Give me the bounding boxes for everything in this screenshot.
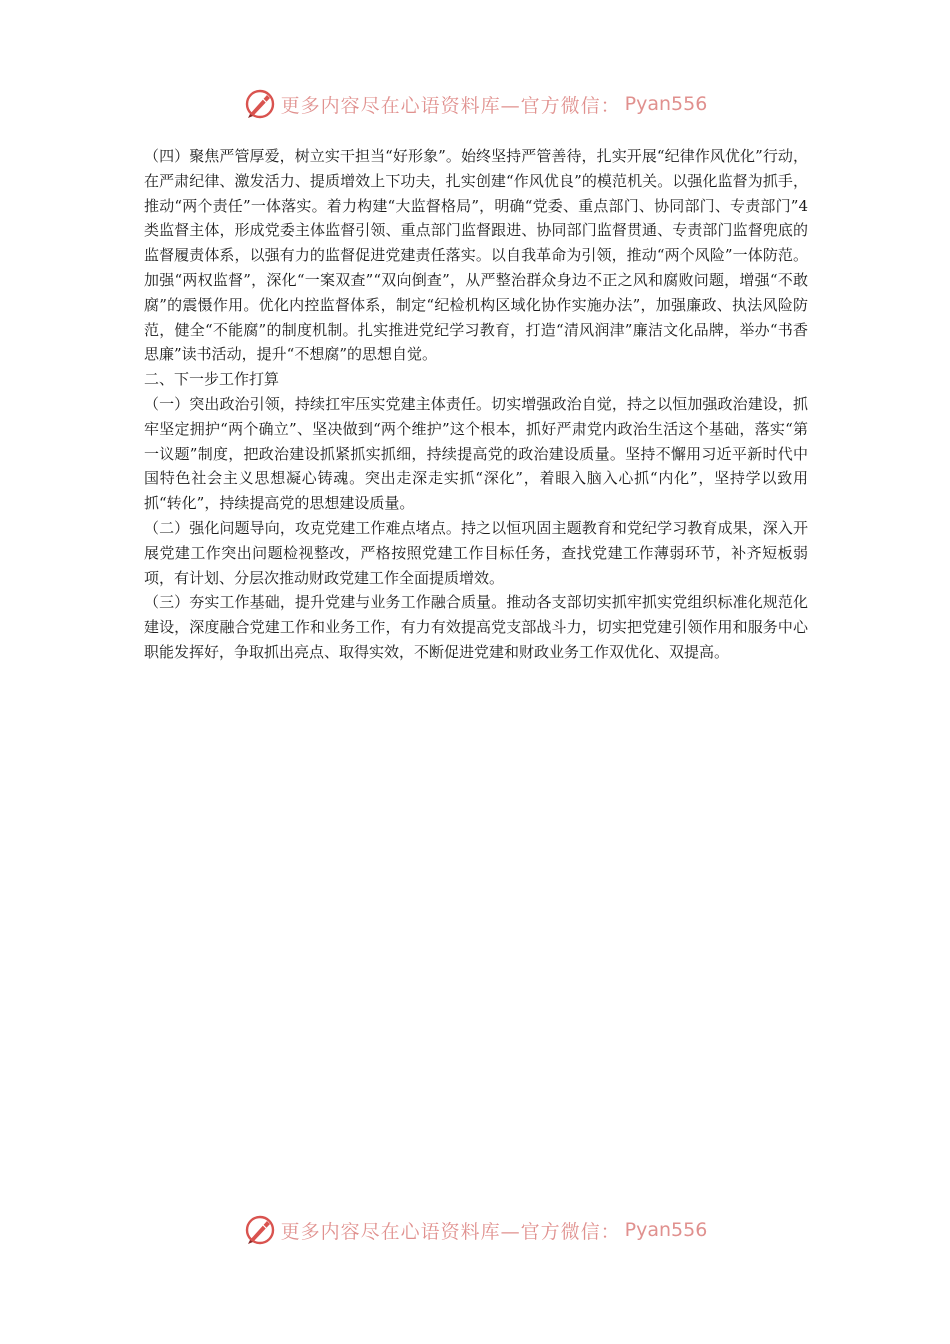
watermark-text: 更多内容尽在心语资料库—官方微信： xyxy=(280,94,621,117)
heading-next-steps: 二、下一步工作打算 xyxy=(144,370,280,389)
header-watermark xyxy=(0,84,950,124)
paragraph-item-three: （三）夯实工作基础，提升党建与业务工作融合质量。推动各支部切实抓牢抓实党组织标准化规范化建设，深度融合党建工作和业务工作，有力有效提高党支部战斗力，切实把党建引领作用和服务中心职能发挥好，争取抓出亮点、取得实效，不断促进党建和财政业务工作双优化、双提高。 xyxy=(144,593,808,661)
pen-logo-icon xyxy=(243,1213,277,1247)
watermark-code: Pyan556 xyxy=(624,1219,708,1241)
paragraph-item-one: （一）突出政治引领，持续扛牢压实党建主体责任。切实增强政治自觉，持之以恒加强政治建设，抓牢坚定拥护“两个确立”、坚决做到“两个维护”这个根本，抓好严肃党内政治生活这个基础，落实“第一议题”制度，把政治建设抓紧抓实抓细，持续提高党的政治建设质量。坚持不懈用习近平新时代中国特色社会主义思想凝心铸魂。突出走深走实抓“深化”，着眼入脑入心抓“内化”，坚持学以致用抓“转化”，持续提高党的思想建设质量。 xyxy=(144,394,808,513)
watermark-code: Pyan556 xyxy=(624,93,708,115)
pen-logo-icon xyxy=(243,87,277,121)
paragraph-section-four: （四）聚焦严管厚爱，树立实干担当“好形象”。始终坚持严管善待，扎实开展“纪律作风优化”行动，在严肃纪律、激发活力、提质增效上下功夫，扎实创建“作风优良”的模范机关。以强化监督为抓手，推动“两个责任”一体落实。着力构建“大监督格局”，明确“党委、重点部门、协同部门、专责部门”4类监督主体，形成党委主体监督引领、重点部门监督跟进、协同部门监督贯通、专责部门监督兜底的监督履责体系，以强有力的监督促进党建责任落实。以自我革命为引领，推动“两个风险”一体防范。加强“两权监督”，深化“一案双查”“双向倒查”，从严整治群众身边不正之风和腐败问题，增强“不敢腐”的震慑作用。优化内控监督体系，制定“纪检机构区域化协作实施办法”，加强廉政、执法风险防范，健全“不能腐”的制度机制。扎实推进党纪学习教育，打造“清风润津”廉洁文化品牌，举办“书香思廉”读书活动，提升“不想腐”的思想自觉。 xyxy=(144,147,808,364)
document-body xyxy=(144,144,808,665)
paragraph-item-two: （二）强化问题导向，攻克党建工作难点堵点。持之以恒巩固主题教育和党纪学习教育成果，深入开展党建工作突出问题检视整改，严格按照党建工作目标任务，查找党建工作薄弱环节，补齐短板弱项，有计划、分层次推动财政党建工作全面提质增效。 xyxy=(144,518,808,587)
watermark-text: 更多内容尽在心语资料库—官方微信： xyxy=(280,1220,621,1243)
footer-watermark xyxy=(0,1210,950,1250)
